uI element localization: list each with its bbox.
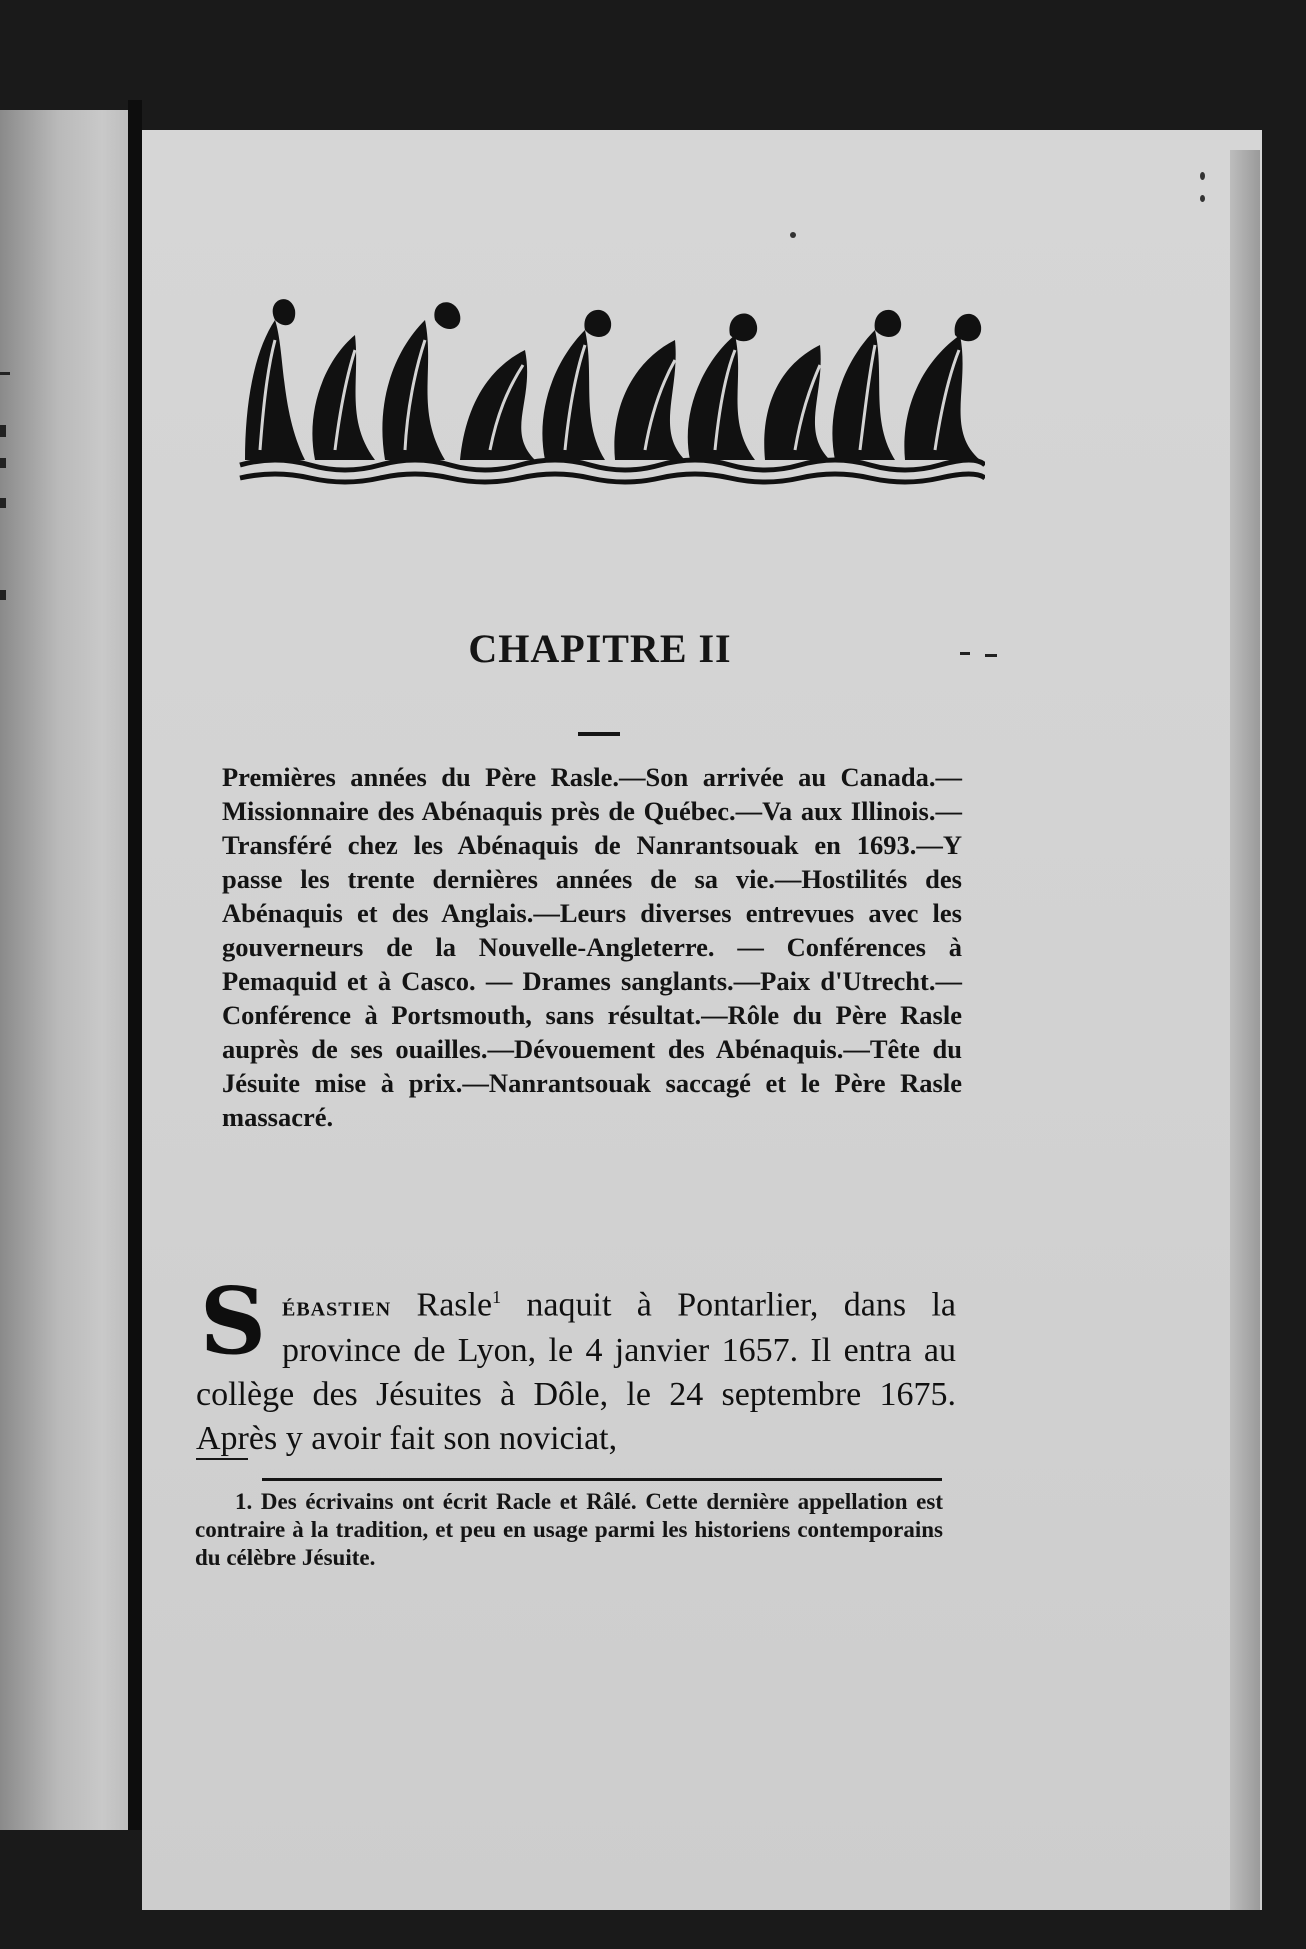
- chapter-summary: Premières années du Père Rasle.—Son arrivée au Canada.—Missionnaire des Abénaquis près de Québec.—Va aux Illinois.—Transféré chez les Abénaquis de Nanrantsouak en 1693.—Y passe les trente dernières années de sa vie.—Hostilités des Abénaquis et des Anglais.—Leurs diverses entrevues avec les gouverneurs de la Nouvelle-Angleterre. — Conférences à Pemaquid et à Casco. — Drames sanglants.—Paix d'Utrecht.—Conférence à Portsmouth, sans résultat.—Rôle du Père Rasle auprès de ses ouailles.—Dévouement des Abénaquis.—Tête du Jésuite mise à prix.—Nanrantsouak saccagé et le Père Rasle massacré.: [222, 762, 962, 1132]
- lead-smallcaps: ébastien: [282, 1291, 392, 1323]
- chapter-title: CHAPITRE II: [468, 626, 732, 671]
- book-gutter: [128, 100, 142, 1830]
- scan-mark: [960, 652, 970, 655]
- scan-mark: [0, 590, 6, 600]
- scan-speck: [1200, 172, 1205, 180]
- tulip-frieze-icon: [235, 290, 985, 485]
- dropcap: S: [199, 1267, 267, 1375]
- footnote-ref: 1: [492, 1287, 502, 1307]
- scan-mark: [0, 498, 6, 508]
- page-edge-shadow: [1230, 150, 1260, 1910]
- scan-speck: [1200, 195, 1205, 202]
- footnote: [195, 1488, 943, 1572]
- footnote-number: 1.: [235, 1489, 253, 1514]
- body-paragraph: [196, 1267, 956, 1461]
- body-text: naquit à Pontarlier, dans la province de Lyon, le 4 janvier 1657. Il entra au collège des Jésuites à Dôle, le 24 septembre 1675. Après y avoir fait son noviciat,: [196, 1286, 956, 1458]
- footnote-rule: [262, 1478, 942, 1481]
- scan-mark: [0, 425, 6, 437]
- scan-mark: [0, 458, 6, 468]
- scan-speck: [790, 232, 796, 238]
- footnote-rule-short: [196, 1458, 248, 1460]
- lead-rest: Rasle: [391, 1286, 493, 1324]
- footnote-text: Des écrivains ont écrit Racle et Râlé. Cette dernière appellation est contraire à la tradition, et peu en usage parmi les historiens contemporains du célèbre Jésuite.: [195, 1489, 944, 1570]
- scan-mark: [985, 654, 997, 657]
- facing-page-edge: [0, 110, 128, 1830]
- scan-mark: [0, 372, 10, 375]
- title-dash: [578, 732, 620, 736]
